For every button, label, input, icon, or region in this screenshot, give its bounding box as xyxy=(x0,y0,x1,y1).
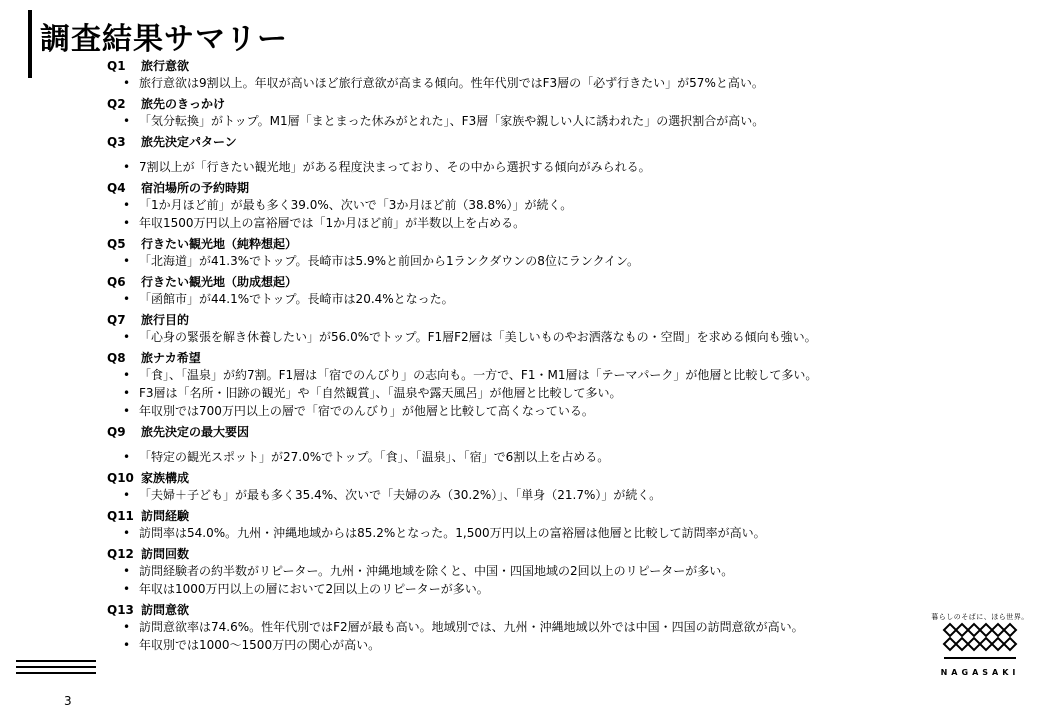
question-number: Q12 xyxy=(107,547,134,561)
bullet-item: • 年収は1000万円以上の層において2回以上のリピーターが多い。 xyxy=(123,580,967,598)
question-title: 宿泊場所の予約時期 xyxy=(141,181,250,195)
question-bullets xyxy=(107,486,967,504)
question-section xyxy=(107,546,967,598)
question-heading xyxy=(107,470,967,486)
bullet-item: • 「北海道」が41.3%でトップ。長崎市は5.9%と前回から1ランクダウンの8位にランクイン。 xyxy=(123,252,967,270)
question-number: Q8 xyxy=(107,351,126,365)
logo-mark-icon xyxy=(940,622,1020,662)
bullet-item: • 「心身の緊張を解き休養したい」が56.0%でトップ。F1層F2層は「美しいものやお洒落なもの・空間」を求める傾向も強い。 xyxy=(123,328,967,346)
question-bullets xyxy=(107,524,967,542)
question-title: 訪問意欲 xyxy=(141,603,190,617)
question-heading xyxy=(107,274,967,290)
question-bullets xyxy=(107,252,967,270)
question-bullets xyxy=(107,448,967,466)
question-heading xyxy=(107,350,967,366)
question-number: Q9 xyxy=(107,425,126,439)
question-section xyxy=(107,96,967,130)
question-title: 旅先決定パターン xyxy=(141,135,237,149)
question-bullets xyxy=(107,618,967,654)
summary-list xyxy=(107,58,967,658)
question-heading xyxy=(107,508,967,524)
question-bullets xyxy=(107,74,967,92)
question-heading xyxy=(107,546,967,562)
question-section xyxy=(107,58,967,92)
question-bullets xyxy=(107,562,967,598)
question-title: 家族構成 xyxy=(141,471,190,485)
page-title: 調査結果サマリー xyxy=(40,22,288,57)
bullet-item: • 訪問率は54.0%。九州・沖縄地域からは85.2%となった。1,500万円以上の富裕層は他層と比較して訪問率が高い。 xyxy=(123,524,967,542)
question-section xyxy=(107,470,967,504)
question-section xyxy=(107,424,967,466)
logo-wordmark: NAGASAKI xyxy=(940,668,1020,677)
question-number: Q6 xyxy=(107,275,126,289)
question-title: 訪問経験 xyxy=(141,509,190,523)
nagasaki-logo xyxy=(930,612,1030,677)
question-section xyxy=(107,134,967,176)
logo-tagline: 暮らしのそばに、ほら世界。 xyxy=(931,613,1029,621)
bullet-item: • 「気分転換」がトップ。M1層「まとまった休みがとれた」、F3層「家族や親しい人に誘われた」の選択割合が高い。 xyxy=(123,112,967,130)
bullet-item: • F3層は「名所・旧跡の観光」や「自然観賞」、「温泉や露天風呂」が他層と比較して多い。 xyxy=(123,384,967,402)
question-section xyxy=(107,312,967,346)
title-accent-bar xyxy=(28,10,32,78)
bullet-item: • 「1か月ほど前」が最も多く39.0%、次いで「3か月ほど前（38.8%）」が続く。 xyxy=(123,196,967,214)
question-heading xyxy=(107,312,967,328)
question-bullets xyxy=(107,158,967,176)
question-title: 旅ナカ希望 xyxy=(141,351,201,365)
bullet-item: • 「夫婦＋子ども」が最も多く35.4%、次いで「夫婦のみ（30.2%）」、「単身（21.7%）」が続く。 xyxy=(123,486,967,504)
question-title: 旅先のきっかけ xyxy=(141,97,226,111)
bullet-item: • 訪問意欲率は74.6%。性年代別ではF2層が最も高い。地域別では、九州・沖縄地域以外では中国・四国の訪問意欲が高い。 xyxy=(123,618,967,636)
question-section xyxy=(107,274,967,308)
question-title: 訪問回数 xyxy=(141,547,190,561)
question-number: Q7 xyxy=(107,313,126,327)
question-number: Q13 xyxy=(107,603,134,617)
bullet-item: • 「函館市」が44.1%でトップ。長崎市は20.4%となった。 xyxy=(123,290,967,308)
question-title: 行きたい観光地（助成想起） xyxy=(141,275,298,289)
question-heading xyxy=(107,134,967,150)
question-section xyxy=(107,180,967,232)
bullet-item: • 年収別では700万円以上の層で「宿でのんびり」が他層と比較して高くなっている。 xyxy=(123,402,967,420)
question-heading xyxy=(107,58,967,74)
bullet-item: • 「食」、「温泉」が約7割。F1層は「宿でのんびり」の志向も。一方で、F1・M1層は「テーマパーク」が他層と比較して多い。 xyxy=(123,366,967,384)
question-heading xyxy=(107,602,967,618)
question-number: Q10 xyxy=(107,471,134,485)
question-heading xyxy=(107,236,967,252)
question-bullets xyxy=(107,328,967,346)
question-number: Q2 xyxy=(107,97,126,111)
page-number: 3 xyxy=(64,694,72,708)
question-heading xyxy=(107,96,967,112)
question-heading xyxy=(107,180,967,196)
question-section xyxy=(107,236,967,270)
question-title: 旅行目的 xyxy=(141,313,190,327)
question-title: 旅先決定の最大要因 xyxy=(141,425,250,439)
question-number: Q11 xyxy=(107,509,134,523)
bullet-item: • 年収別では1000～1500万円の関心が高い。 xyxy=(123,636,967,654)
bullet-item: • 旅行意欲は9割以上。年収が高いほど旅行意欲が高まる傾向。性年代別ではF3層の「必ず行きたい」が57%と高い。 xyxy=(123,74,967,92)
question-section xyxy=(107,508,967,542)
bullet-item: • 訪問経験者の約半数がリピーター。九州・沖縄地域を除くと、中国・四国地域の2回以上のリピーターが多い。 xyxy=(123,562,967,580)
question-section xyxy=(107,602,967,654)
question-bullets xyxy=(107,290,967,308)
question-bullets xyxy=(107,366,967,420)
bullet-item: • 7割以上が「行きたい観光地」がある程度決まっており、その中から選択する傾向がみられる。 xyxy=(123,158,967,176)
question-bullets xyxy=(107,196,967,232)
question-number: Q3 xyxy=(107,135,126,149)
question-section xyxy=(107,350,967,420)
bullet-item: • 「特定の観光スポット」が27.0%でトップ。「食」、「温泉」、「宿」で6割以上を占める。 xyxy=(123,448,967,466)
bullet-item: • 年収1500万円以上の富裕層では「1か月ほど前」が半数以上を占める。 xyxy=(123,214,967,232)
question-number: Q1 xyxy=(107,59,126,73)
question-title: 旅行意欲 xyxy=(141,59,190,73)
question-bullets xyxy=(107,112,967,130)
question-number: Q5 xyxy=(107,237,126,251)
footer-lines xyxy=(16,660,96,678)
question-title: 行きたい観光地（純粋想起） xyxy=(141,237,298,251)
question-heading xyxy=(107,424,967,440)
question-number: Q4 xyxy=(107,181,126,195)
